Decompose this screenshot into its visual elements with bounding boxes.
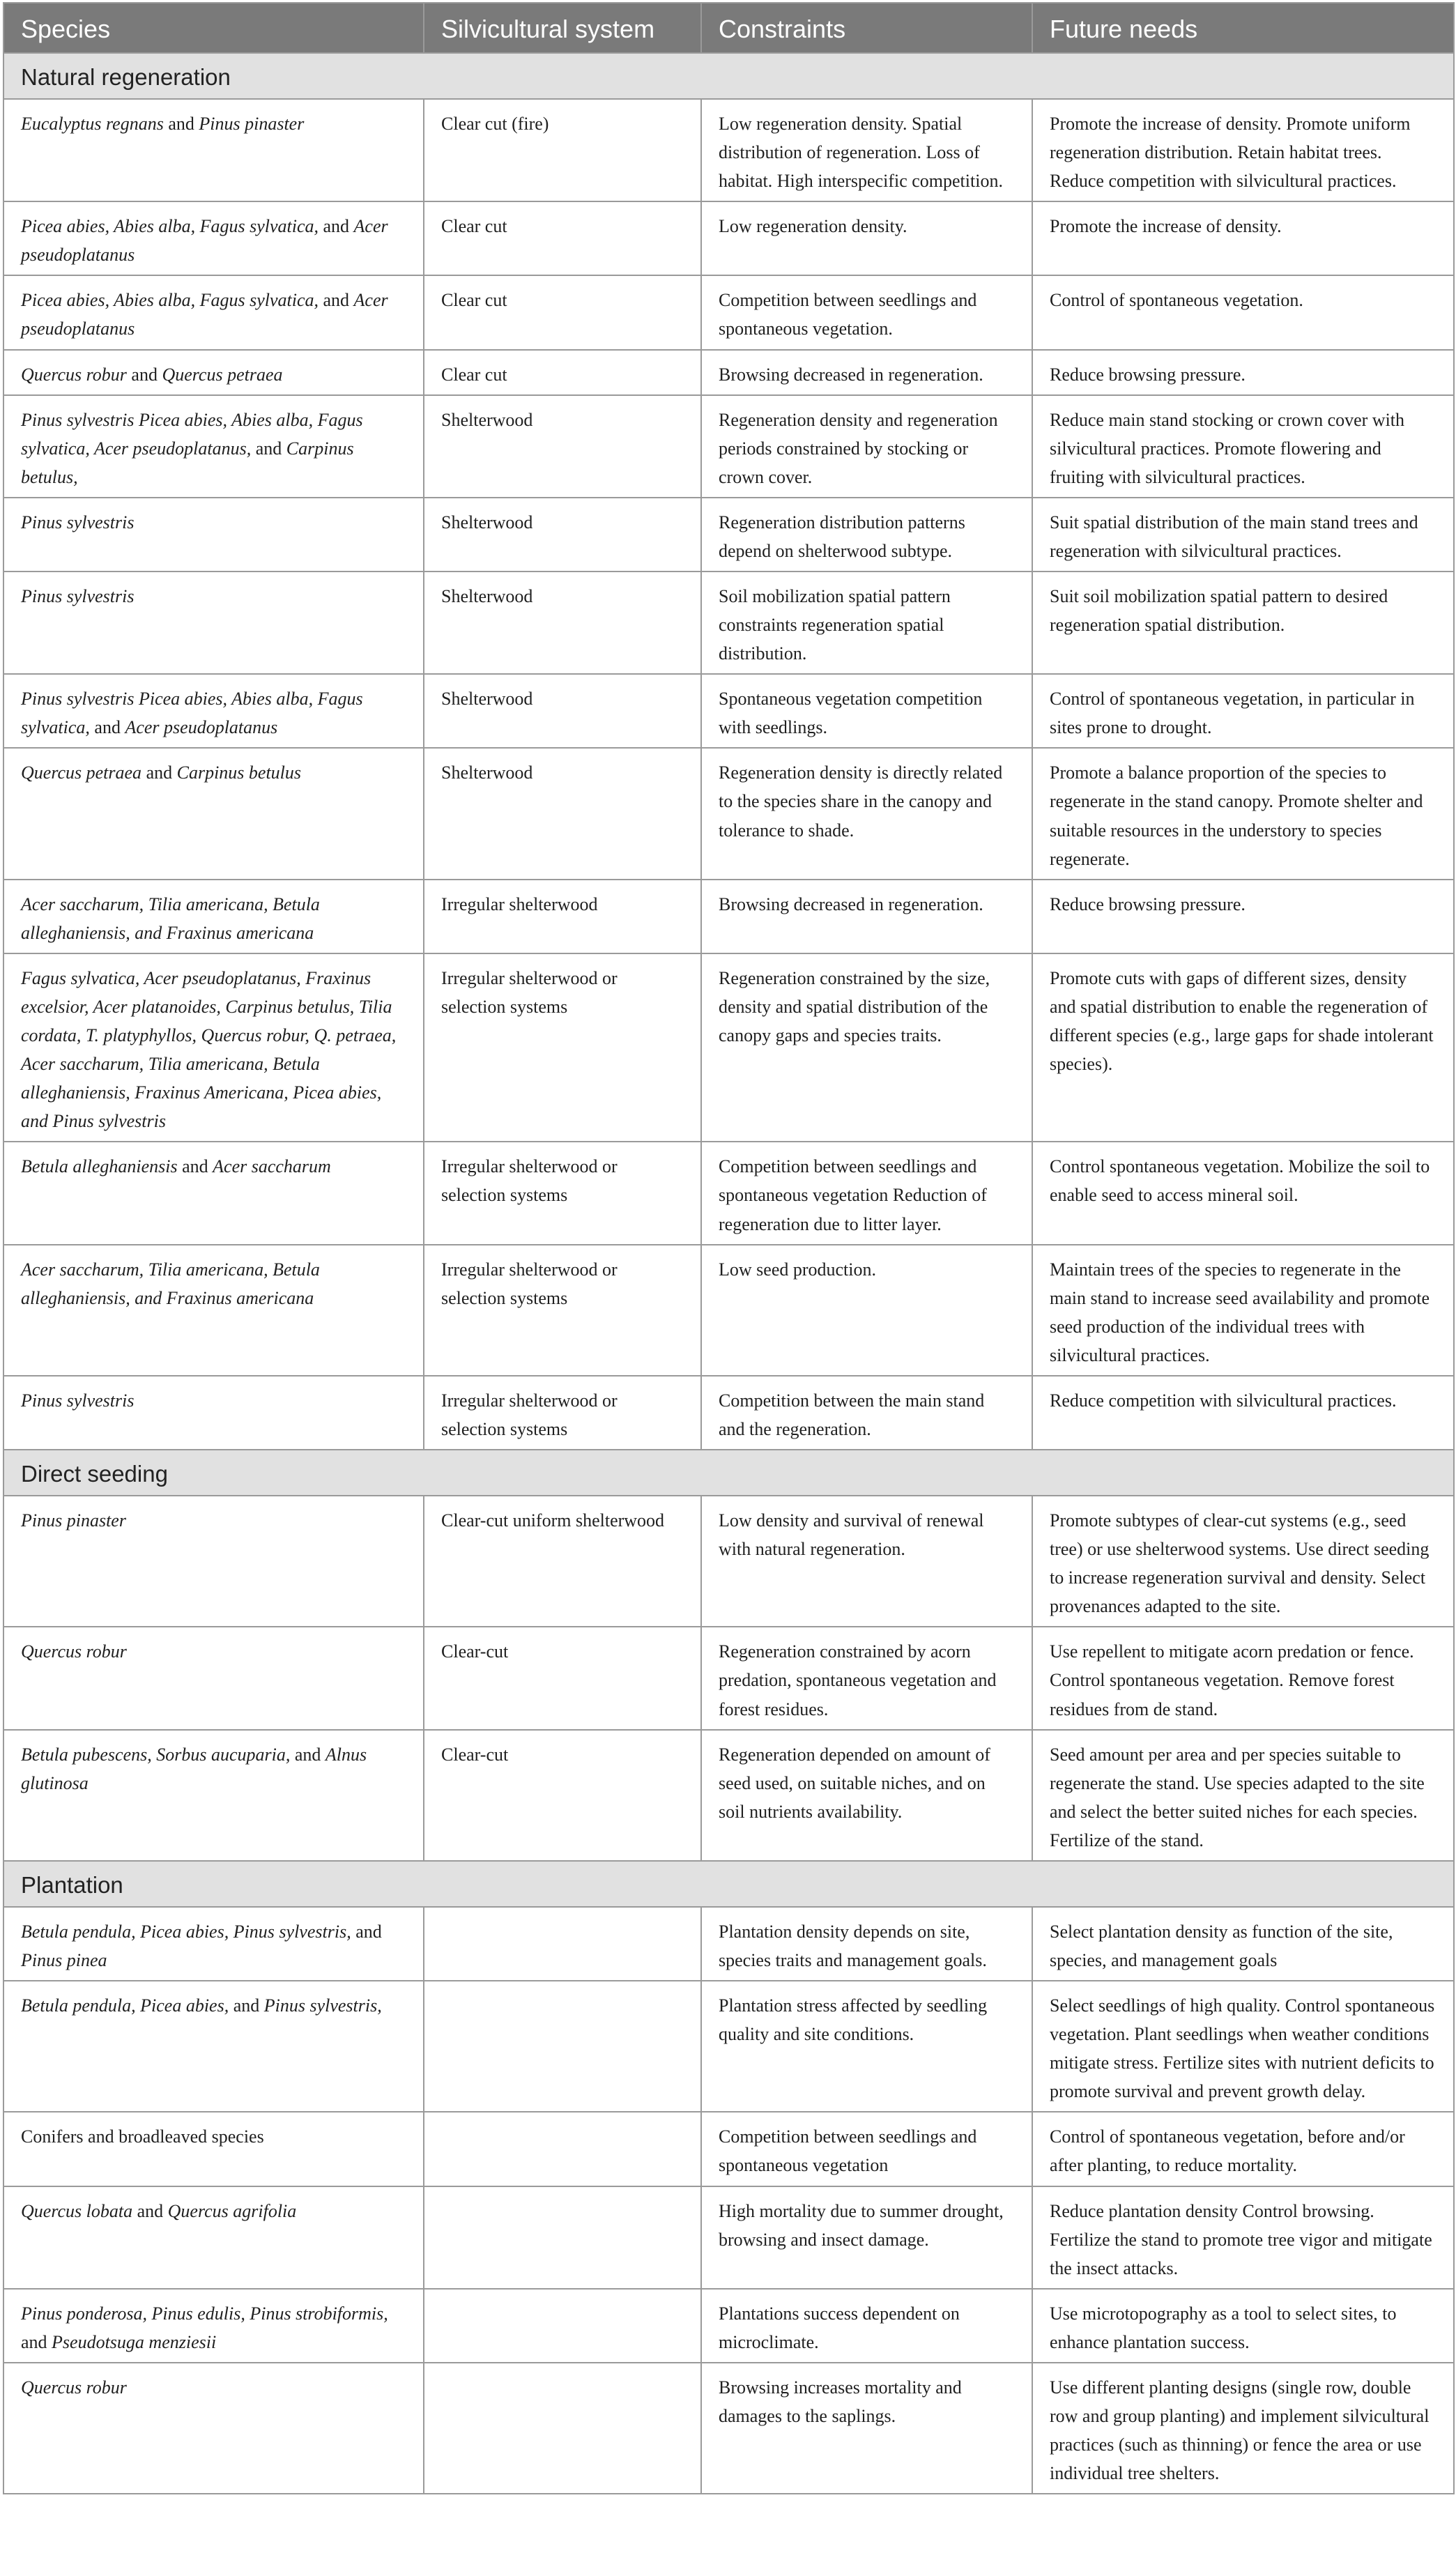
species-name: Pinus ponderosa, Pinus edulis, Pinus strobiformis,	[21, 2303, 388, 2324]
table-body	[3, 53, 1454, 2494]
future-needs-cell: Promote the increase of density.	[1032, 201, 1454, 275]
species-cell	[3, 350, 424, 395]
constraints-cell: Low regeneration density.	[701, 201, 1032, 275]
species-cell	[3, 1496, 424, 1627]
future-needs-cell: Control of spontaneous vegetation.	[1032, 275, 1454, 349]
future-needs-cell: Promote cuts with gaps of different sizes, density and spatial distribution to enable the regeneration of different species (e.g., large gaps for shade intolerant species).	[1032, 953, 1454, 1142]
table-row	[3, 572, 1454, 674]
species-name: Acer saccharum, Tilia americana, Betula alleghaniensis, and Fraxinus americana	[21, 894, 320, 943]
constraints-cell: Browsing decreased in regeneration.	[701, 880, 1032, 953]
species-cell	[3, 674, 424, 748]
species-cell	[3, 953, 424, 1142]
constraints-cell: Plantation density depends on site, species traits and management goals.	[701, 1907, 1032, 1981]
system-cell: Clear cut	[424, 350, 701, 395]
table-row	[3, 674, 1454, 748]
species-name: Pseudotsuga menziesii	[52, 2331, 217, 2352]
section-row	[3, 1450, 1454, 1496]
table-row	[3, 201, 1454, 275]
future-needs-cell: Promote a balance proportion of the species to regenerate in the stand canopy. Promote shelter and suitable resources in the understory to species regenerate.	[1032, 748, 1454, 879]
species-name: Betula alleghaniensis	[21, 1156, 178, 1177]
table-row	[3, 1245, 1454, 1376]
table-row	[3, 2112, 1454, 2186]
species-cell	[3, 572, 424, 674]
section-title: Direct seeding	[3, 1450, 1454, 1496]
table-row	[3, 748, 1454, 879]
table-row	[3, 1496, 1454, 1627]
future-needs-cell: Use different planting designs (single row, double row and group planting) and implement silvicultural practices (such as thinning) or fence the area or use individual tree shelters.	[1032, 2363, 1454, 2494]
silviculture-table	[3, 2, 1455, 2494]
species-name: Eucalyptus regnans	[21, 114, 164, 134]
species-cell	[3, 1981, 424, 2112]
species-text: and	[132, 2200, 168, 2221]
species-name: Alnus glutinosa	[21, 1744, 367, 1793]
future-needs-cell: Reduce competition with silvicultural practices.	[1032, 1376, 1454, 1450]
future-needs-cell: Select plantation density as function of the site, species, and management goals	[1032, 1907, 1454, 1981]
species-name: Quercus robur	[21, 2377, 127, 2398]
species-name: Betula pendula, Picea abies, Pinus sylvestris,	[21, 1921, 351, 1942]
header-future-needs: Future needs	[1032, 3, 1454, 53]
species-text: and	[89, 717, 125, 738]
header-silvicultural-system: Silvicultural system	[424, 3, 701, 53]
species-name: Pinus pinaster	[21, 1510, 126, 1531]
table-row	[3, 99, 1454, 201]
species-name: Acer saccharum	[213, 1156, 331, 1177]
species-cell	[3, 1907, 424, 1981]
constraints-cell: Regeneration constrained by acorn predation, spontaneous vegetation and forest residues.	[701, 1627, 1032, 1729]
system-cell	[424, 2112, 701, 2186]
constraints-cell: Competition between seedlings and spontaneous vegetation.	[701, 275, 1032, 349]
constraints-cell: Competition between seedlings and spontaneous vegetation Reduction of regeneration due to litter layer.	[701, 1142, 1032, 1244]
species-text: and	[319, 290, 354, 311]
species-name: Acer pseudoplatanus	[125, 717, 278, 738]
species-text: and	[229, 1995, 264, 2016]
species-name: Carpinus betulus,	[21, 438, 354, 487]
section-title: Plantation	[3, 1861, 1454, 1907]
table-row	[3, 2186, 1454, 2289]
constraints-cell: Plantations success dependent on microclimate.	[701, 2289, 1032, 2363]
species-name: Quercus petraea	[21, 762, 142, 783]
future-needs-cell: Reduce main stand stocking or crown cover with silvicultural practices. Promote flowering and fruiting with silvicultural practices.	[1032, 395, 1454, 498]
species-cell	[3, 1627, 424, 1729]
header-species: Species	[3, 3, 424, 53]
species-cell	[3, 2289, 424, 2363]
table-header	[3, 3, 1454, 53]
table-row	[3, 275, 1454, 349]
species-name: Picea abies, Abies alba, Fagus sylvatica,	[21, 290, 319, 311]
species-text: and	[21, 2331, 52, 2352]
system-cell: Irregular shelterwood	[424, 880, 701, 953]
species-name: Pinus pinea	[21, 1949, 107, 1970]
table-row	[3, 880, 1454, 953]
constraints-cell: Low seed production.	[701, 1245, 1032, 1376]
constraints-cell: High mortality due to summer drought, browsing and insect damage.	[701, 2186, 1032, 2289]
future-needs-cell: Promote the increase of density. Promote uniform regeneration distribution. Retain habitat trees. Reduce competition with silvicultural practices.	[1032, 99, 1454, 201]
table-row	[3, 1981, 1454, 2112]
section-title: Natural regeneration	[3, 53, 1454, 99]
system-cell	[424, 1907, 701, 1981]
species-cell	[3, 498, 424, 572]
table-row	[3, 1376, 1454, 1450]
species-cell	[3, 1376, 424, 1450]
species-cell	[3, 2186, 424, 2289]
species-name: Pinus sylvestris	[21, 512, 135, 532]
section-row	[3, 1861, 1454, 1907]
system-cell: Irregular shelterwood or selection systems	[424, 953, 701, 1142]
future-needs-cell: Reduce plantation density Control browsing. Fertilize the stand to promote tree vigor and mitigate the insect attacks.	[1032, 2186, 1454, 2289]
species-name: Pinus sylvestris,	[263, 1995, 382, 2016]
constraints-cell: Regeneration depended on amount of seed used, on suitable niches, and on soil nutrients availability.	[701, 1730, 1032, 1861]
species-text: and	[126, 364, 162, 385]
species-cell	[3, 395, 424, 498]
future-needs-cell: Select seedlings of high quality. Control spontaneous vegetation. Plant seedlings when weather conditions mitigate stress. Fertilize sites with nutrient deficits to promote survival and prevent growth delay.	[1032, 1981, 1454, 2112]
species-name: Quercus robur	[21, 364, 127, 385]
constraints-cell: Spontaneous vegetation competition with seedlings.	[701, 674, 1032, 748]
table-row	[3, 395, 1454, 498]
constraints-cell: Regeneration density is directly related to the species share in the canopy and tolerance to shade.	[701, 748, 1032, 879]
system-cell: Shelterwood	[424, 572, 701, 674]
table-row	[3, 1730, 1454, 1861]
species-text: and	[319, 216, 354, 237]
future-needs-cell: Reduce browsing pressure.	[1032, 880, 1454, 953]
species-cell	[3, 2363, 424, 2494]
table-row	[3, 498, 1454, 572]
table-row	[3, 2363, 1454, 2494]
constraints-cell: Low density and survival of renewal with natural regeneration.	[701, 1496, 1032, 1627]
system-cell: Irregular shelterwood or selection systems	[424, 1376, 701, 1450]
species-name: Fagus sylvatica, Acer pseudoplatanus, Fraxinus excelsior, Acer platanoides, Carpinus betulus, Tilia cordata, T. platyphyllos, Quercus robur, Q. petraea, Acer saccharum, Tilia americana, Betula alleghaniensis, Fraxinus Americana, Picea abies, and Pinus sylvestris	[21, 967, 397, 1132]
species-text: and	[251, 438, 286, 459]
species-cell	[3, 99, 424, 201]
constraints-cell: Regeneration density and regeneration periods constrained by stocking or crown cover.	[701, 395, 1032, 498]
header-constraints: Constraints	[701, 3, 1032, 53]
future-needs-cell: Reduce browsing pressure.	[1032, 350, 1454, 395]
species-cell	[3, 1245, 424, 1376]
system-cell	[424, 2363, 701, 2494]
species-name: Quercus agrifolia	[167, 2200, 297, 2221]
system-cell: Clear cut (fire)	[424, 99, 701, 201]
species-cell	[3, 748, 424, 879]
species-text: and	[351, 1921, 382, 1942]
constraints-cell: Competition between the main stand and the regeneration.	[701, 1376, 1032, 1450]
species-text: and	[290, 1744, 325, 1765]
species-name: Pinus sylvestris	[21, 1390, 135, 1411]
species-cell	[3, 1730, 424, 1861]
species-name: Acer pseudoplatanus	[21, 216, 388, 266]
system-cell: Clear cut	[424, 275, 701, 349]
system-cell: Shelterwood	[424, 498, 701, 572]
future-needs-cell: Use microtopography as a tool to select sites, to enhance plantation success.	[1032, 2289, 1454, 2363]
future-needs-cell: Control of spontaneous vegetation, before and/or after planting, to reduce mortality.	[1032, 2112, 1454, 2186]
constraints-cell: Plantation stress affected by seedling quality and site conditions.	[701, 1981, 1032, 2112]
table-row	[3, 1142, 1454, 1244]
constraints-cell: Browsing increases mortality and damages to the saplings.	[701, 2363, 1032, 2494]
species-name: Quercus lobata	[21, 2200, 133, 2221]
system-cell: Clear-cut uniform shelterwood	[424, 1496, 701, 1627]
future-needs-cell: Suit spatial distribution of the main stand trees and regeneration with silvicultural practices.	[1032, 498, 1454, 572]
constraints-cell: Competition between seedlings and spontaneous vegetation	[701, 2112, 1032, 2186]
future-needs-cell: Seed amount per area and per species suitable to regenerate the stand. Use species adapted to the site and select the better suited niches for each species. Fertilize of the stand.	[1032, 1730, 1454, 1861]
system-cell: Irregular shelterwood or selection systems	[424, 1245, 701, 1376]
species-text: Conifers and broadleaved species	[21, 2126, 264, 2147]
section-row	[3, 53, 1454, 99]
system-cell	[424, 2289, 701, 2363]
species-text: and	[177, 1156, 213, 1177]
species-name: Quercus petraea	[162, 364, 283, 385]
species-name: Betula pubescens, Sorbus aucuparia,	[21, 1744, 291, 1765]
system-cell	[424, 1981, 701, 2112]
species-name: Pinus pinaster	[199, 114, 305, 134]
species-text: and	[141, 762, 177, 783]
species-cell	[3, 2112, 424, 2186]
species-cell	[3, 201, 424, 275]
future-needs-cell: Promote subtypes of clear-cut systems (e.g., seed tree) or use shelterwood systems. Use direct seeding to increase regeneration survival and density. Select provenances adapted to the site.	[1032, 1496, 1454, 1627]
future-needs-cell: Control of spontaneous vegetation, in particular in sites prone to drought.	[1032, 674, 1454, 748]
constraints-cell: Regeneration distribution patterns depend on shelterwood subtype.	[701, 498, 1032, 572]
system-cell: Shelterwood	[424, 395, 701, 498]
table-row	[3, 953, 1454, 1142]
future-needs-cell: Suit soil mobilization spatial pattern to desired regeneration spatial distribution.	[1032, 572, 1454, 674]
header-row	[3, 3, 1454, 53]
constraints-cell: Soil mobilization spatial pattern constraints regeneration spatial distribution.	[701, 572, 1032, 674]
table-row	[3, 350, 1454, 395]
species-cell	[3, 880, 424, 953]
species-name: Pinus sylvestris Picea abies, Abies alba, Fagus sylvatica,	[21, 689, 363, 738]
table-row	[3, 1907, 1454, 1981]
species-name: Acer pseudoplatanus	[21, 290, 388, 339]
system-cell: Irregular shelterwood or selection systems	[424, 1142, 701, 1244]
constraints-cell: Regeneration constrained by the size, density and spatial distribution of the canopy gaps and species traits.	[701, 953, 1032, 1142]
system-cell: Clear-cut	[424, 1627, 701, 1729]
species-text: and	[163, 114, 199, 134]
species-cell	[3, 275, 424, 349]
table-row	[3, 2289, 1454, 2363]
system-cell: Shelterwood	[424, 674, 701, 748]
system-cell: Shelterwood	[424, 748, 701, 879]
system-cell	[424, 2186, 701, 2289]
species-name: Pinus sylvestris Picea abies, Abies alba, Fagus sylvatica, Acer pseudoplatanus,	[21, 409, 363, 459]
species-name: Picea abies, Abies alba, Fagus sylvatica,	[21, 216, 319, 237]
system-cell: Clear cut	[424, 201, 701, 275]
species-name: Quercus robur	[21, 1641, 127, 1662]
species-cell	[3, 1142, 424, 1244]
species-name: Acer saccharum, Tilia americana, Betula alleghaniensis, and Fraxinus americana	[21, 1259, 320, 1308]
species-name: Carpinus betulus	[176, 762, 302, 783]
species-name: Pinus sylvestris	[21, 586, 135, 607]
species-name: Betula pendula, Picea abies,	[21, 1995, 229, 2016]
constraints-cell: Low regeneration density. Spatial distribution of regeneration. Loss of habitat. High interspecific competition.	[701, 99, 1032, 201]
future-needs-cell: Maintain trees of the species to regenerate in the main stand to increase seed availability and promote seed production of the individual trees with silvicultural practices.	[1032, 1245, 1454, 1376]
table-row	[3, 1627, 1454, 1729]
constraints-cell: Browsing decreased in regeneration.	[701, 350, 1032, 395]
future-needs-cell: Use repellent to mitigate acorn predation or fence. Control spontaneous vegetation. Remove forest residues from de stand.	[1032, 1627, 1454, 1729]
future-needs-cell: Control spontaneous vegetation. Mobilize the soil to enable seed to access mineral soil.	[1032, 1142, 1454, 1244]
system-cell: Clear-cut	[424, 1730, 701, 1861]
